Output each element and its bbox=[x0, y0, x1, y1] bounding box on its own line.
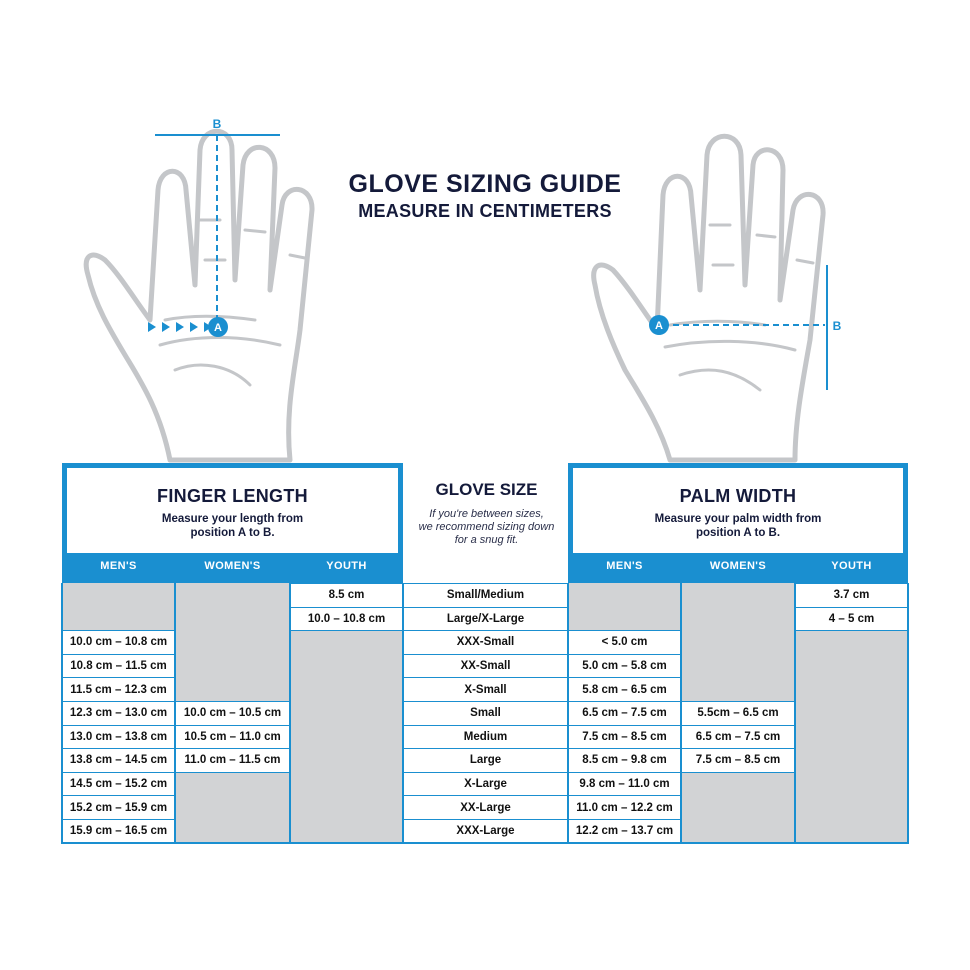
cell-pw-men: 5.0 cm – 5.8 cm bbox=[568, 654, 681, 679]
glove-size-note bbox=[405, 508, 568, 547]
col-header-fl-youth: YOUTH bbox=[326, 560, 367, 572]
cell-fl-women: 10.5 cm – 11.0 cm bbox=[175, 725, 290, 750]
cell-glove-size: XX-Small bbox=[403, 654, 568, 679]
table-bottom-border bbox=[61, 842, 909, 844]
col-header-pw-youth: YOUTH bbox=[831, 560, 872, 572]
empty-cell-fl-women bbox=[175, 583, 290, 701]
finger-length-title: FINGER LENGTH bbox=[157, 486, 308, 506]
cell-glove-size: Small bbox=[403, 701, 568, 726]
cell-pw-men: 5.8 cm – 6.5 cm bbox=[568, 677, 681, 702]
table-divider bbox=[289, 583, 291, 843]
cell-fl-men: 10.0 cm – 10.8 cm bbox=[62, 630, 175, 655]
cell-pw-women: 6.5 cm – 7.5 cm bbox=[681, 725, 795, 750]
col-header-fl-men: MEN'S bbox=[100, 560, 137, 572]
table-divider bbox=[794, 583, 796, 843]
cell-fl-youth: 10.0 – 10.8 cm bbox=[290, 607, 403, 632]
cell-glove-size: X-Small bbox=[403, 677, 568, 702]
glove-size-title: GLOVE SIZE bbox=[435, 480, 538, 499]
page-subtitle: MEASURE IN CENTIMETERS bbox=[358, 201, 612, 221]
palm-width-subtitle-line2: position A to B. bbox=[695, 527, 781, 539]
glove-size-note-line3: for a snug fit. bbox=[454, 534, 519, 546]
title-block bbox=[300, 170, 670, 222]
cell-fl-men: 14.5 cm – 15.2 cm bbox=[62, 772, 175, 797]
finger-length-subtitle bbox=[67, 512, 398, 540]
col-header-fl-women: WOMEN'S bbox=[204, 560, 261, 572]
cell-pw-women: 7.5 cm – 8.5 cm bbox=[681, 748, 795, 773]
cell-glove-size: Large/X-Large bbox=[403, 607, 568, 632]
empty-cell-pw-women bbox=[681, 772, 795, 843]
cell-pw-men: 11.0 cm – 12.2 cm bbox=[568, 795, 681, 820]
table-divider bbox=[567, 583, 569, 843]
point-a-label: A bbox=[214, 322, 222, 334]
finger-length-hand-illustration bbox=[80, 110, 340, 465]
cell-pw-men: < 5.0 cm bbox=[568, 630, 681, 655]
empty-cell-pw-women bbox=[681, 583, 795, 701]
cell-pw-women: 5.5cm – 6.5 cm bbox=[681, 701, 795, 726]
cell-fl-men: 12.3 cm – 13.0 cm bbox=[62, 701, 175, 726]
point-a-label: A bbox=[655, 320, 663, 332]
cell-fl-youth: 8.5 cm bbox=[290, 583, 403, 608]
col-header-pw-men: MEN'S bbox=[606, 560, 643, 572]
empty-cell-fl-youth bbox=[290, 630, 403, 842]
palm-width-header bbox=[568, 463, 908, 583]
palm-width-subtitle bbox=[573, 512, 903, 540]
cell-fl-women: 11.0 cm – 11.5 cm bbox=[175, 748, 290, 773]
finger-length-subtitle-line1: Measure your length from bbox=[161, 513, 304, 525]
cell-fl-men: 10.8 cm – 11.5 cm bbox=[62, 654, 175, 679]
cell-fl-men: 13.8 cm – 14.5 cm bbox=[62, 748, 175, 773]
empty-cell-pw-men bbox=[568, 583, 681, 630]
cell-glove-size: X-Large bbox=[403, 772, 568, 797]
cell-fl-men: 15.2 cm – 15.9 cm bbox=[62, 795, 175, 820]
empty-cell-pw-youth bbox=[795, 630, 908, 842]
point-b-label: B bbox=[832, 319, 842, 333]
palm-width-header-box bbox=[573, 468, 903, 553]
empty-cell-fl-women bbox=[175, 772, 290, 843]
table-divider bbox=[907, 583, 909, 843]
cell-glove-size: Large bbox=[403, 748, 568, 773]
cell-glove-size: Medium bbox=[403, 725, 568, 750]
cell-pw-youth: 3.7 cm bbox=[795, 583, 908, 608]
page-title: GLOVE SIZING GUIDE bbox=[348, 170, 622, 198]
table-divider bbox=[174, 583, 176, 843]
cell-glove-size: XXX-Large bbox=[403, 819, 568, 844]
cell-glove-size: XX-Large bbox=[403, 795, 568, 820]
empty-cell-fl-men bbox=[62, 583, 175, 630]
table-divider bbox=[402, 583, 404, 843]
cell-pw-men: 6.5 cm – 7.5 cm bbox=[568, 701, 681, 726]
cell-fl-men: 11.5 cm – 12.3 cm bbox=[62, 677, 175, 702]
palm-width-subtitle-line1: Measure your palm width from bbox=[654, 513, 822, 525]
table-divider bbox=[61, 583, 63, 843]
cell-glove-size: Small/Medium bbox=[403, 583, 568, 608]
cell-pw-men: 12.2 cm – 13.7 cm bbox=[568, 819, 681, 844]
cell-pw-men: 7.5 cm – 8.5 cm bbox=[568, 725, 681, 750]
finger-length-header-box bbox=[67, 468, 398, 553]
glove-size-note-line1: If you're between sizes, bbox=[429, 508, 544, 520]
cell-glove-size: XXX-Small bbox=[403, 630, 568, 655]
finger-length-header bbox=[62, 463, 403, 583]
cell-pw-youth: 4 – 5 cm bbox=[795, 607, 908, 632]
point-b-label: B bbox=[212, 117, 222, 131]
col-header-pw-women: WOMEN'S bbox=[709, 560, 767, 572]
palm-width-title: PALM WIDTH bbox=[679, 486, 797, 506]
table-divider bbox=[680, 583, 682, 843]
glove-size-note-line2: we recommend sizing down bbox=[418, 521, 555, 533]
cell-fl-women: 10.0 cm – 10.5 cm bbox=[175, 701, 290, 726]
cell-pw-men: 9.8 cm – 11.0 cm bbox=[568, 772, 681, 797]
finger-length-subtitle-line2: position A to B. bbox=[190, 527, 275, 539]
cell-fl-men: 13.0 cm – 13.8 cm bbox=[62, 725, 175, 750]
cell-pw-men: 8.5 cm – 9.8 cm bbox=[568, 748, 681, 773]
cell-fl-men: 15.9 cm – 16.5 cm bbox=[62, 819, 175, 844]
